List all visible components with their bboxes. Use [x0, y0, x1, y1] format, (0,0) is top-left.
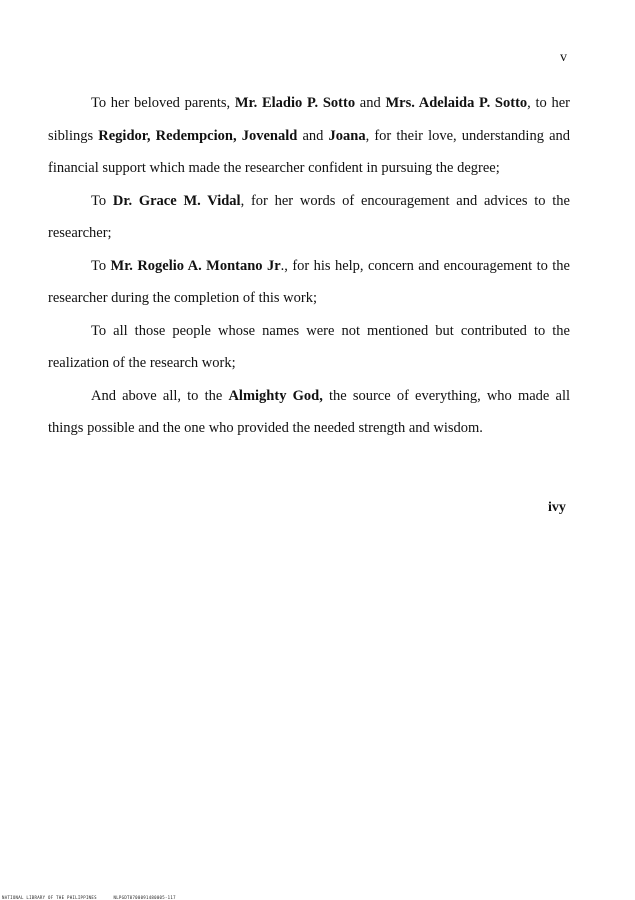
text-segment: ., for his help, concern and encouragement to the researcher during the completion of this work;	[48, 257, 570, 306]
paragraph	[48, 315, 570, 380]
bold-name: Mrs. Adelaida P. Sotto	[385, 95, 528, 111]
footer-code: NLPGDT0700091480005-117	[113, 895, 176, 900]
text-segment: To all those people whose names were not mentioned but contributed to the realization of the research work;	[48, 322, 570, 371]
text-segment: , for their love, understanding and financial support which made the researcher confident in pursuing the degree;	[48, 127, 571, 176]
bold-name: Dr. Grace M. Vidal	[112, 192, 241, 209]
text-segment: To	[91, 257, 111, 274]
text-segment: , to her siblings	[48, 95, 570, 144]
bold-name: Mr. Eladio P. Sotto	[234, 95, 356, 111]
bold-name: Almighty God,	[228, 387, 323, 404]
paragraph	[48, 185, 570, 250]
text-segment: , for her words of encouragement and advices to the researcher;	[48, 192, 570, 241]
text-segment: To	[91, 192, 113, 209]
text-segment: To her beloved parents,	[91, 95, 235, 111]
footer-stamp	[2, 895, 176, 900]
text-segment: and	[297, 127, 329, 144]
bold-name: Joana	[328, 127, 366, 144]
paragraph	[48, 380, 570, 445]
bold-name: Regidor, Redempcion, Jovenald	[98, 127, 298, 144]
signature: ivy	[548, 500, 566, 515]
text-segment: the source of everything, who made all things possible and the one who provided the needed strength and wisdom.	[48, 387, 570, 436]
paragraph	[48, 250, 570, 315]
page-number: v	[560, 50, 567, 65]
acknowledgement-body	[48, 87, 570, 445]
text-segment: And above all, to the	[91, 387, 229, 404]
footer-library: NATIONAL LIBRARY OF THE PHILIPPINES	[2, 895, 97, 900]
text-segment: and	[355, 95, 386, 111]
bold-name: Mr. Rogelio A. Montano Jr	[110, 257, 281, 274]
paragraph	[48, 87, 570, 185]
